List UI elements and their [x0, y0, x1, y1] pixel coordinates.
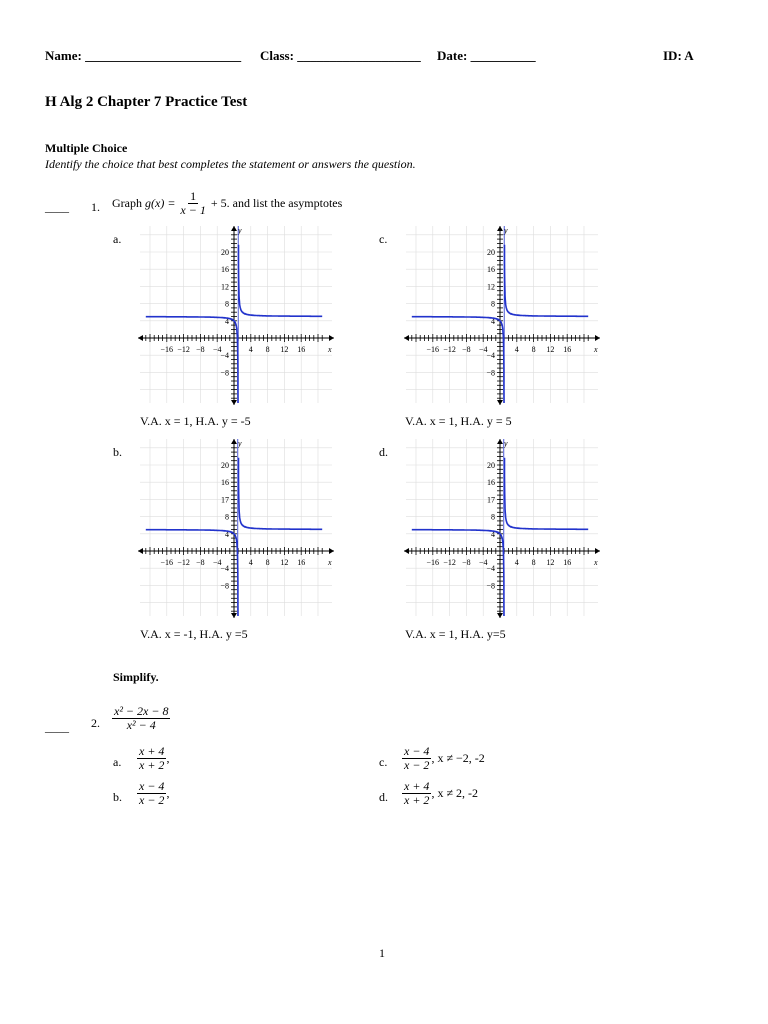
x-tick-label: −4	[212, 558, 222, 567]
x-tick-label: −4	[478, 558, 488, 567]
choice-2b-num: x − 4	[139, 779, 165, 793]
x-tick-label: 8	[265, 558, 270, 567]
x-tick-label: −8	[462, 345, 471, 354]
q1-frac-num: 1	[190, 189, 197, 203]
y-tick-label: −4	[486, 564, 495, 574]
asymptotes-1c: V.A. x = 1, H.A. y = 5	[405, 414, 512, 428]
choice-letter-2b: b.	[113, 790, 122, 804]
y-tick-label: 20	[487, 248, 495, 257]
x-tick-label: 4	[514, 345, 519, 354]
y-tick-label: −4	[220, 564, 229, 574]
y-tick-label: 20	[221, 248, 229, 257]
choice-2b	[137, 780, 169, 807]
choice-letter-1c: c.	[379, 232, 388, 246]
x-axis-label: x	[328, 345, 332, 354]
x-tick-label: 8	[531, 558, 536, 567]
q1-func: g(x) =	[145, 196, 179, 210]
choice-2d	[402, 780, 478, 807]
x-arrow	[329, 548, 334, 554]
x-tick-label: −12	[443, 345, 456, 354]
graph-choice-d	[402, 435, 602, 620]
choice-2c-num: x − 4	[404, 744, 430, 758]
y-tick-label: −8	[220, 581, 229, 591]
choice-2b-tail: ,	[166, 786, 170, 800]
choice-2b-fraction	[137, 780, 166, 807]
y-tick-label: −4	[220, 351, 229, 361]
question-text-1	[112, 190, 342, 217]
x-tick-label: 16	[563, 345, 572, 354]
x-axis-label: x	[594, 558, 598, 567]
x-axis-label: x	[328, 558, 332, 567]
section-heading: Multiple Choice	[45, 141, 128, 155]
question-expression-2	[112, 705, 170, 732]
choice-2a-tail: ,	[166, 751, 170, 765]
x-axis-label: x	[594, 345, 598, 354]
answer-blank-1: ____	[45, 200, 69, 214]
graph-choice-c	[402, 222, 602, 407]
x-tick-label: −12	[443, 558, 456, 567]
x-tick-label: 4	[248, 345, 253, 354]
graph-choice-b	[136, 435, 336, 620]
choice-2d-tail: , x ≠ 2, -2	[431, 786, 479, 800]
graph-choice-a	[136, 222, 336, 407]
y-arrow	[497, 439, 503, 444]
y-tick-label: 8	[225, 512, 229, 522]
x-tick-label: 8	[265, 345, 270, 354]
x-tick-label: −16	[426, 345, 440, 354]
x-tick-label: −8	[196, 558, 205, 567]
id-label: ID: A	[663, 48, 694, 63]
x-tick-label: 4	[248, 558, 253, 567]
q1-prefix: Graph	[112, 196, 145, 210]
x-tick-label: 16	[297, 345, 306, 354]
choice-letter-1d: d.	[379, 445, 388, 459]
x-tick-label: −8	[196, 345, 205, 354]
asymptotes-1b: V.A. x = -1, H.A. y =5	[140, 627, 248, 641]
choice-2d-den: x + 2	[404, 793, 430, 807]
class-field: Class: ___________________	[260, 48, 421, 63]
x-tick-label: −16	[160, 345, 174, 354]
x-tick-label: −4	[212, 345, 222, 354]
page-number: 1	[379, 946, 385, 960]
choice-letter-1b: b.	[113, 445, 122, 459]
x-tick-label: 12	[280, 345, 289, 354]
y-axis-label: y	[504, 439, 508, 448]
x-arrow	[329, 335, 334, 341]
y-tick-label: 16	[221, 265, 229, 275]
y-arrow	[231, 400, 237, 405]
choice-2c	[402, 745, 485, 772]
answer-blank-2: ____	[45, 720, 69, 734]
q1-frac-den: x − 1	[180, 203, 206, 217]
asymptotes-1a: V.A. x = 1, H.A. y = -5	[140, 414, 251, 428]
x-arrow	[138, 335, 143, 341]
y-tick-label: 8	[491, 299, 495, 309]
y-tick-label: 16	[221, 478, 229, 488]
y-tick-label: −8	[486, 581, 495, 591]
x-tick-label: −12	[177, 558, 190, 567]
y-arrow	[497, 400, 503, 405]
y-axis-label: y	[238, 226, 242, 235]
y-tick-label: 4	[225, 529, 229, 539]
choice-2d-num: x + 4	[404, 779, 430, 793]
y-tick-label: 8	[225, 299, 229, 309]
x-tick-label: 12	[546, 345, 555, 354]
y-tick-label: 20	[221, 461, 229, 470]
x-tick-label: −16	[160, 558, 174, 567]
y-axis-label: y	[238, 439, 242, 448]
q1-fraction	[178, 190, 207, 217]
x-arrow	[595, 548, 600, 554]
date-field: Date: __________	[437, 48, 536, 63]
choice-letter-1a: a.	[113, 232, 122, 246]
q2-fraction	[112, 705, 170, 732]
choice-2a	[137, 745, 169, 772]
choice-2a-fraction	[137, 745, 166, 772]
y-tick-label: −4	[486, 351, 495, 361]
x-tick-label: 12	[546, 558, 555, 567]
y-tick-label: 17	[221, 495, 229, 505]
choice-2a-num: x + 4	[139, 744, 165, 758]
x-tick-label: −16	[426, 558, 440, 567]
q1-suffix: + 5. and list the asymptotes	[210, 196, 343, 210]
asymptotes-1d: V.A. x = 1, H.A. y=5	[405, 627, 506, 641]
x-tick-label: −4	[478, 345, 488, 354]
y-arrow	[231, 613, 237, 618]
choice-2d-fraction	[402, 780, 431, 807]
y-tick-label: 12	[487, 282, 495, 292]
simplify-heading: Simplify.	[113, 670, 159, 684]
y-arrow	[231, 226, 237, 231]
x-tick-label: 12	[280, 558, 289, 567]
x-arrow	[404, 335, 409, 341]
q2-num: x² − 2x − 8	[114, 704, 169, 718]
question-number-1: 1.	[91, 200, 100, 214]
y-tick-label: 16	[487, 265, 495, 275]
y-axis-label: y	[504, 226, 508, 235]
y-arrow	[231, 439, 237, 444]
y-tick-label: 4	[225, 316, 229, 326]
name-field: Name: ________________________	[45, 48, 242, 63]
choice-2c-den: x − 2	[404, 758, 430, 772]
y-tick-label: −8	[220, 368, 229, 378]
choice-letter-2d: d.	[379, 790, 388, 804]
y-tick-label: 12	[221, 282, 229, 292]
choice-2c-tail: , x ≠ −2, -2	[431, 751, 485, 765]
y-tick-label: 8	[491, 512, 495, 522]
y-arrow	[497, 613, 503, 618]
choice-letter-2a: a.	[113, 755, 122, 769]
y-tick-label: 4	[491, 529, 495, 539]
question-number-2: 2.	[91, 716, 100, 730]
y-tick-label: −8	[486, 368, 495, 378]
y-arrow	[497, 226, 503, 231]
x-arrow	[404, 548, 409, 554]
y-tick-label: 17	[487, 495, 495, 505]
x-tick-label: 16	[297, 558, 306, 567]
y-tick-label: 16	[487, 478, 495, 488]
page-title: H Alg 2 Chapter 7 Practice Test	[45, 94, 248, 110]
y-tick-label: 4	[491, 316, 495, 326]
x-tick-label: −12	[177, 345, 190, 354]
x-arrow	[595, 335, 600, 341]
x-tick-label: 16	[563, 558, 572, 567]
choice-letter-2c: c.	[379, 755, 388, 769]
choice-2c-fraction	[402, 745, 431, 772]
section-instructions: Identify the choice that best completes the statement or answers the question.	[45, 157, 416, 171]
x-tick-label: −8	[462, 558, 471, 567]
y-tick-label: 20	[487, 461, 495, 470]
choice-2a-den: x + 2	[139, 758, 165, 772]
x-arrow	[138, 548, 143, 554]
q2-den: x² − 4	[126, 718, 156, 732]
x-tick-label: 4	[514, 558, 519, 567]
choice-2b-den: x − 2	[139, 793, 165, 807]
x-tick-label: 8	[531, 345, 536, 354]
